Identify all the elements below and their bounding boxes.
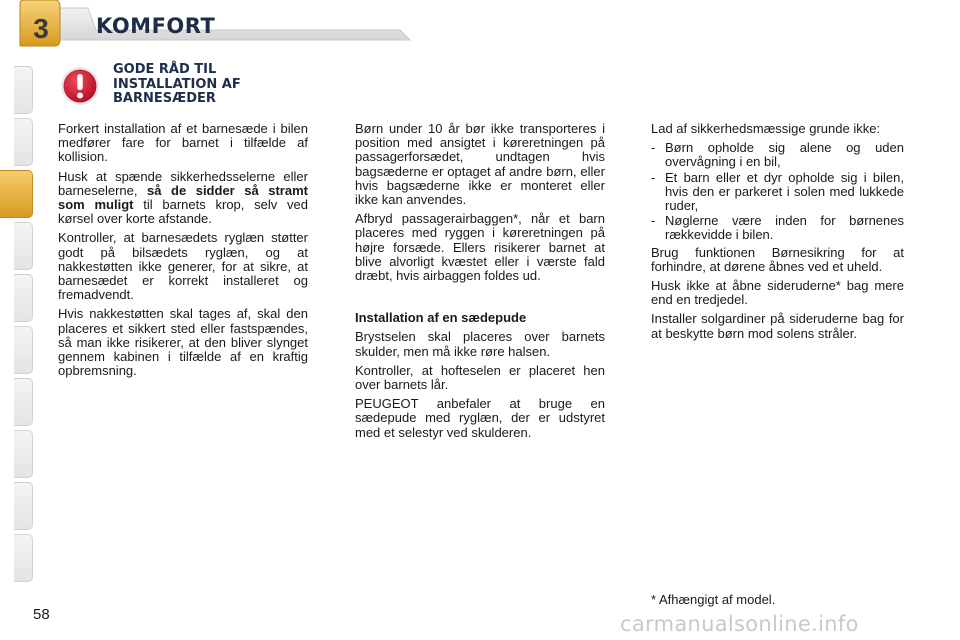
- footnote: * Afhængigt af model.: [651, 592, 776, 607]
- column-3: [651, 122, 904, 346]
- paragraph: Brug funktionen Børnesikring for at forhindre, at dørene åbnes ved et uheld.: [651, 244, 904, 274]
- paragraph: Husk ikke at åbne sideruderne* bag mere end en tredjedel.: [651, 278, 904, 308]
- paragraph: Børn under 10 år bør ikke transporteres i position med ansigtet i køreretningen på passagerforsædet, undtagen hvis bagsæderne er optaget af andre børn, eller hvis bagsæderne ikke er monteret eller ikke kan anvendes.: [355, 121, 605, 208]
- section-subheading: Installation af en sædepude: [355, 310, 527, 326]
- paragraph: Hvis nakkestøtten skal tages af, skal den placeres et sikkert sted eller fastspændes, så man ikke risikerer, at den bliver slynget gennem kabinen i tilfælde af en kraftig opbremsning.: [58, 306, 308, 379]
- paragraph: Kontroller, at barnesædets ryglæn støtter godt på bilsædets ryglæn, og at nakkestøtten ikke generer, for at sikre, at barnesædet er korrekt installeret og fremadvendt.: [58, 230, 308, 303]
- chapter-tab[interactable]: [14, 430, 33, 478]
- chapter-tab[interactable]: [14, 222, 33, 270]
- chapter-tab[interactable]: [14, 274, 33, 322]
- paragraph: Forkert installation af et barnesæde i bilen medfører fare for barnet i tilfælde af kollision.: [58, 121, 308, 165]
- chapter-tab-active[interactable]: [0, 170, 33, 218]
- chapter-tab[interactable]: [14, 534, 33, 582]
- paragraph: Brystselen skal placeres over barnets skulder, men må ikke røre halsen.: [355, 329, 605, 359]
- list-item: - Et barn eller et dyr opholde sig i bilen, hvis den er parkeret i solen med lukkede ruder,: [651, 171, 904, 214]
- paragraph: Kontroller, at hofteselen er placeret hen over barnets lår.: [355, 362, 605, 393]
- text: Husk at spænde sikkerhedsselerne eller barneselerne,: [58, 168, 308, 198]
- chapter-title: KOMFORT: [96, 14, 216, 38]
- list-item: - Nøglerne være inden for børnenes rækkevidde i bilen.: [651, 214, 904, 242]
- page-number: 58: [33, 606, 50, 623]
- chapter-number: 3: [33, 13, 49, 44]
- paragraph: PEUGEOT anbefaler at bruge en sædepude med ryglæn, der er udstyret med et selestyr ved skulderen.: [355, 396, 605, 440]
- paragraph: [58, 170, 308, 227]
- warning-title: GODE RÅD TIL INSTALLATION AF BARNESÆDER: [113, 62, 241, 106]
- exclamation-icon: [60, 66, 100, 106]
- bullet-list: [651, 141, 904, 242]
- chapter-tab[interactable]: [14, 326, 33, 374]
- chapter-tab[interactable]: [14, 482, 33, 530]
- emphasis: så de sidder så stramt som muligt: [58, 182, 308, 213]
- chapter-tab[interactable]: [14, 118, 33, 166]
- list-item: - Børn opholde sig alene og uden overvågning i en bil,: [651, 141, 904, 169]
- watermark: carmanualsonline.info: [620, 612, 859, 636]
- paragraph: Afbryd passagerairbaggen*, når et barn placeres med ryggen i køreretningen på højre forsæde. Ellers risikerer barnet at blive alvorligt kvæstet eller i værste fald dræbt, hvis airbaggen foldes ud.: [355, 211, 605, 284]
- column-1: [58, 122, 308, 383]
- chapter-tab-strip: [0, 66, 34, 578]
- text: til barnets krop, selv ved kørsel over korte afstande.: [58, 197, 308, 227]
- chapter-tab[interactable]: [14, 66, 33, 114]
- chapter-tab[interactable]: [14, 378, 33, 426]
- paragraph: Lad af sikkerhedsmæssige grunde ikke:: [651, 121, 881, 136]
- chapter-header: [0, 0, 960, 48]
- paragraph: Installer solgardiner på sideruderne bag for at beskytte børn mod solens stråler.: [651, 311, 904, 341]
- column-2: [355, 122, 605, 445]
